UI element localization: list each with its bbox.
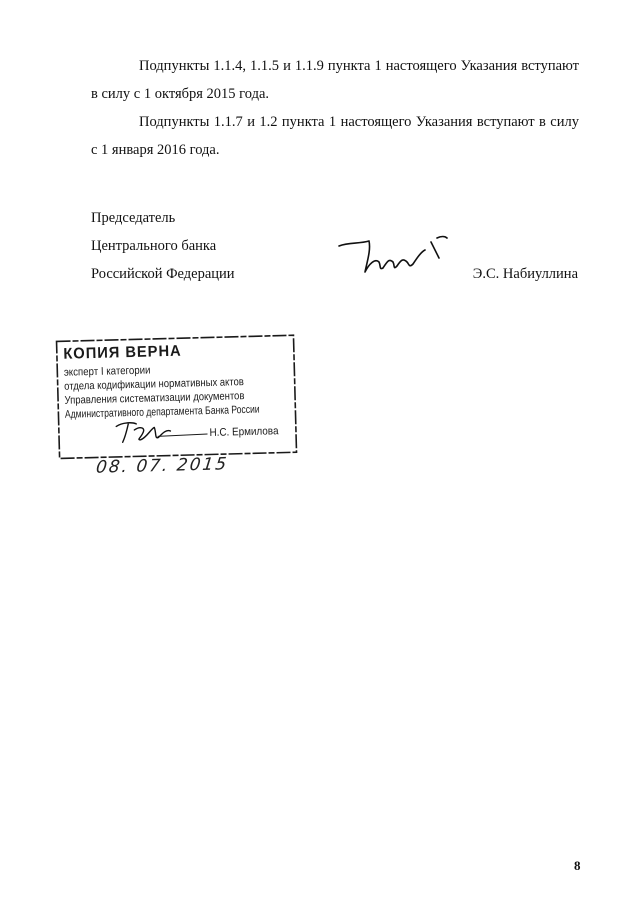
stamp-date: 08. 07. 2015 <box>94 454 230 478</box>
paragraph-effective-oct-2015 <box>91 52 579 108</box>
signatory-title-line-3: Российской Федерации <box>91 266 235 282</box>
paragraph-effective-jan-2016 <box>91 108 579 164</box>
signatory-name: Э.С. Набиуллина <box>472 266 578 282</box>
stamp-position: эксперт I категории <box>63 364 151 379</box>
stamp-handwritten-signature <box>112 416 213 447</box>
certified-copy-stamp <box>55 334 298 460</box>
stamp-department: отдела кодификации нормативных актов <box>64 376 245 393</box>
stamp-organization: Административного департамента Банка России <box>64 403 260 421</box>
signatory-title-line-2: Центрального банка <box>91 238 217 254</box>
page-number: 8 <box>574 858 581 873</box>
paragraph-text: Подпункты 1.1.7 и 1.2 пункта 1 настоящего Указания вступают в силу с 1 января 2016 года. <box>91 114 579 158</box>
stamp-division: Управления систематизации документов <box>64 390 245 407</box>
handwritten-signature <box>335 232 450 282</box>
signatory-title-line-1: Председатель <box>91 210 176 226</box>
stamp-title: КОПИЯ ВЕРНА <box>63 342 182 363</box>
stamp-certifier-name: Н.С. Ермилова <box>209 425 279 439</box>
paragraph-text: Подпункты 1.1.4, 1.1.5 и 1.1.9 пункта 1 настоящего Указания вступают в силу с 1 октября 2015 года. <box>91 58 579 102</box>
